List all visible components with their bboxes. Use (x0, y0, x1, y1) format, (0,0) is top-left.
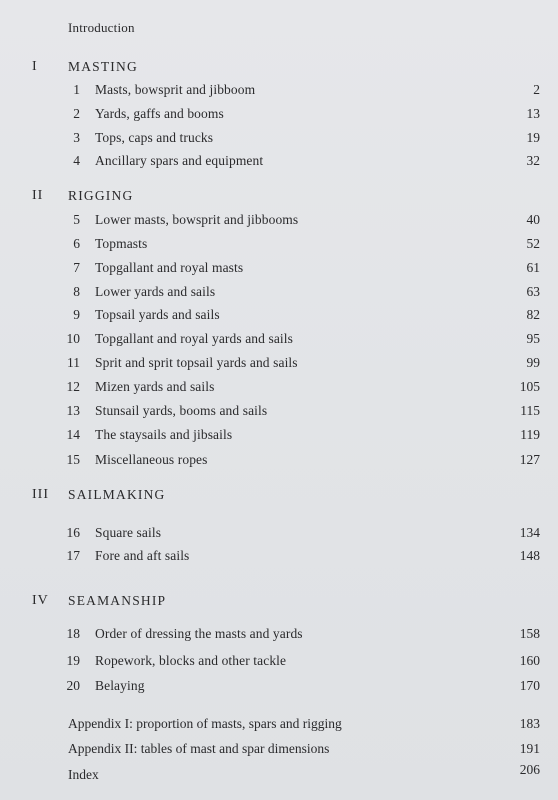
chapter-title: Stunsail yards, booms and sails (95, 403, 268, 418)
appendix-title: Appendix II: tables of mast and spar dimensions (68, 741, 330, 756)
chapter-number: 3 (73, 130, 80, 145)
appendix-entry (0, 741, 558, 759)
index-title: Index (68, 767, 99, 782)
contents-entry (0, 106, 558, 124)
chapter-title: Fore and aft sails (95, 548, 190, 563)
page-number: 170 (519, 678, 540, 693)
chapter-number: 5 (73, 212, 80, 227)
introduction-entry: Introduction (68, 20, 135, 35)
chapter-title: Mizen yards and sails (95, 379, 215, 394)
contents-entry (0, 403, 558, 421)
contents-entry (0, 260, 558, 278)
chapter-number: 4 (73, 153, 80, 168)
contents-entry (0, 307, 558, 325)
contents-entry (0, 355, 558, 373)
chapter-title: Topsail yards and sails (95, 307, 220, 322)
chapter-number: 17 (66, 548, 80, 563)
page-number: 105 (519, 379, 540, 394)
page-number: 191 (519, 741, 540, 756)
chapter-title: Topmasts (95, 236, 148, 251)
part-title: SEAMANSHIP (68, 593, 167, 608)
chapter-title: Topgallant and royal masts (95, 260, 244, 275)
chapter-title: Ropework, blocks and other tackle (95, 653, 287, 668)
page-number: 63 (526, 284, 540, 299)
chapter-number: 12 (66, 379, 80, 394)
contents-entry (0, 153, 558, 171)
contents-entry (0, 452, 558, 470)
page-number: 19 (526, 130, 540, 145)
appendix-title: Appendix I: proportion of masts, spars and rigging (68, 716, 342, 731)
chapter-number: 11 (67, 355, 80, 370)
contents-entry (0, 130, 558, 148)
chapter-number: 10 (66, 331, 80, 346)
chapter-number: 14 (66, 427, 80, 442)
contents-entry (0, 82, 558, 100)
page-number: 158 (519, 626, 540, 641)
appendix-entry (0, 716, 558, 734)
part-numeral: IV (32, 593, 49, 608)
chapter-title: Lower masts, bowsprit and jibbooms (95, 212, 299, 227)
contents-entry (0, 427, 558, 445)
chapter-title: Belaying (95, 678, 145, 693)
chapter-number: 2 (73, 106, 80, 121)
page-number: 52 (526, 236, 540, 251)
chapter-number: 16 (66, 525, 80, 540)
page-number: 148 (519, 548, 540, 563)
chapter-title: Yards, gaffs and booms (95, 106, 224, 121)
contents-entry (0, 678, 558, 696)
chapter-title: Sprit and sprit topsail yards and sails (95, 355, 298, 370)
chapter-number: 7 (73, 260, 80, 275)
page-number: 2 (533, 82, 540, 97)
contents-entry (0, 548, 558, 566)
chapter-number: 18 (66, 626, 80, 641)
part-numeral: I (32, 59, 38, 74)
part-title: MASTING (68, 59, 138, 74)
contents-entry (0, 525, 558, 543)
chapter-title: Square sails (95, 525, 162, 540)
chapter-number: 1 (73, 82, 80, 97)
page-number: 32 (526, 153, 540, 168)
page-number: 160 (519, 653, 540, 668)
part-numeral: III (32, 487, 49, 502)
page-number: 127 (519, 452, 540, 467)
chapter-number: 6 (73, 236, 80, 251)
page-number: 183 (519, 716, 540, 731)
chapter-title: Miscellaneous ropes (95, 452, 208, 467)
page-number: 95 (526, 331, 540, 346)
index-entry (0, 762, 558, 785)
contents-entry (0, 284, 558, 302)
part-title: RIGGING (68, 188, 134, 203)
chapter-title: Lower yards and sails (95, 284, 216, 299)
contents-entry (0, 212, 558, 230)
page-number: 13 (526, 106, 540, 121)
page-number: 40 (526, 212, 540, 227)
page-number: 99 (526, 355, 540, 370)
chapter-title: Topgallant and royal yards and sails (95, 331, 293, 346)
contents-entry (0, 236, 558, 254)
page-number: 115 (520, 403, 540, 418)
contents-entry (0, 653, 558, 671)
chapter-title: Ancillary spars and equipment (95, 153, 264, 168)
chapter-number: 8 (73, 284, 80, 299)
chapter-title: Tops, caps and trucks (95, 130, 214, 145)
page-number: 206 (519, 762, 540, 777)
part-title: SAILMAKING (68, 487, 166, 502)
chapter-title: Masts, bowsprit and jibboom (95, 82, 256, 97)
contents-entry (0, 331, 558, 349)
contents-entry (0, 626, 558, 644)
chapter-number: 13 (66, 403, 80, 418)
page-number: 82 (526, 307, 540, 322)
chapter-title: The staysails and jibsails (95, 427, 233, 442)
chapter-number: 19 (66, 653, 80, 668)
chapter-number: 20 (66, 678, 80, 693)
part-numeral: II (32, 188, 44, 203)
page-number: 119 (520, 427, 540, 442)
contents-entry (0, 379, 558, 397)
chapter-number: 9 (73, 307, 80, 322)
chapter-number: 15 (66, 452, 80, 467)
page-number: 134 (519, 525, 540, 540)
chapter-title: Order of dressing the masts and yards (95, 626, 303, 641)
page-number: 61 (526, 260, 540, 275)
